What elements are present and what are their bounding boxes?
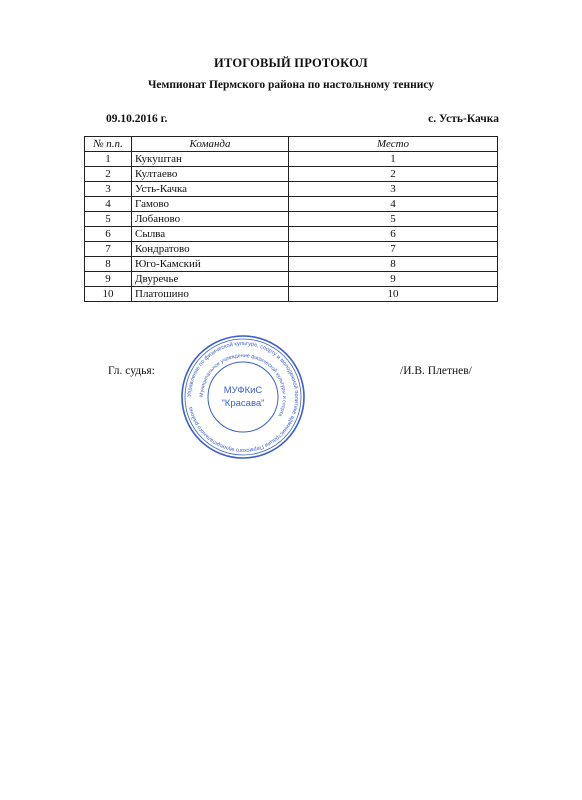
table-header-row	[85, 137, 498, 152]
table-row	[85, 242, 498, 257]
row-team: Платошино	[132, 287, 289, 302]
stamp-center-line1: МУФКиС	[223, 385, 263, 396]
row-place: 1	[289, 152, 498, 167]
column-header-place: Место	[289, 137, 498, 152]
row-number: 7	[85, 242, 132, 257]
table-row	[85, 257, 498, 272]
row-team: Гамово	[132, 197, 289, 212]
table-row	[85, 272, 498, 287]
document-place: с. Усть-Качка	[428, 113, 499, 125]
row-number: 8	[85, 257, 132, 272]
document-date: 09.10.2016 г.	[106, 113, 168, 125]
stamp-inner-ring-text: Муниципальное учреждение физической культуры и спорта	[198, 352, 288, 418]
judge-label: Гл. судья:	[108, 365, 155, 377]
row-number: 4	[85, 197, 132, 212]
row-number: 6	[85, 227, 132, 242]
column-header-team: Команда	[132, 137, 289, 152]
row-team: Сылва	[132, 227, 289, 242]
stamp-outer-ring-text: Управление по физической культуре, спорту и молодежной политике администрации Пермского муниципального района	[186, 340, 300, 454]
row-team: Двуречье	[132, 272, 289, 287]
document-subtitle: Чемпионат Пермского района по настольному теннису	[147, 79, 435, 91]
table-row	[85, 287, 498, 302]
row-number: 9	[85, 272, 132, 287]
document-title: ИТОГОВЫЙ ПРОТОКОЛ	[214, 56, 368, 70]
row-number: 10	[85, 287, 132, 302]
stamp-center-line2: "Красава"	[221, 398, 265, 409]
row-place: 5	[289, 212, 498, 227]
row-number: 1	[85, 152, 132, 167]
row-team: Усть-Качка	[132, 182, 289, 197]
table-row	[85, 197, 498, 212]
row-team: Кукуштан	[132, 152, 289, 167]
row-place: 7	[289, 242, 498, 257]
row-team: Кондратово	[132, 242, 289, 257]
row-place: 9	[289, 272, 498, 287]
column-header-number: № п.п.	[85, 137, 132, 152]
stamp-inner-circle	[208, 362, 278, 432]
row-place: 4	[289, 197, 498, 212]
table-row	[85, 212, 498, 227]
table-row	[85, 152, 498, 167]
results-table	[84, 136, 498, 302]
judge-name: /И.В. Плетнев/	[400, 365, 472, 377]
row-number: 3	[85, 182, 132, 197]
row-number: 2	[85, 167, 132, 182]
row-place: 6	[289, 227, 498, 242]
row-place: 2	[289, 167, 498, 182]
row-team: Култаево	[132, 167, 289, 182]
row-team: Юго-Камский	[132, 257, 289, 272]
table-row	[85, 227, 498, 242]
row-place: 3	[289, 182, 498, 197]
row-number: 5	[85, 212, 132, 227]
table-row	[85, 182, 498, 197]
organization-stamp	[178, 332, 308, 462]
row-team: Лобаново	[132, 212, 289, 227]
row-place: 10	[289, 287, 498, 302]
row-place: 8	[289, 257, 498, 272]
table-row	[85, 167, 498, 182]
